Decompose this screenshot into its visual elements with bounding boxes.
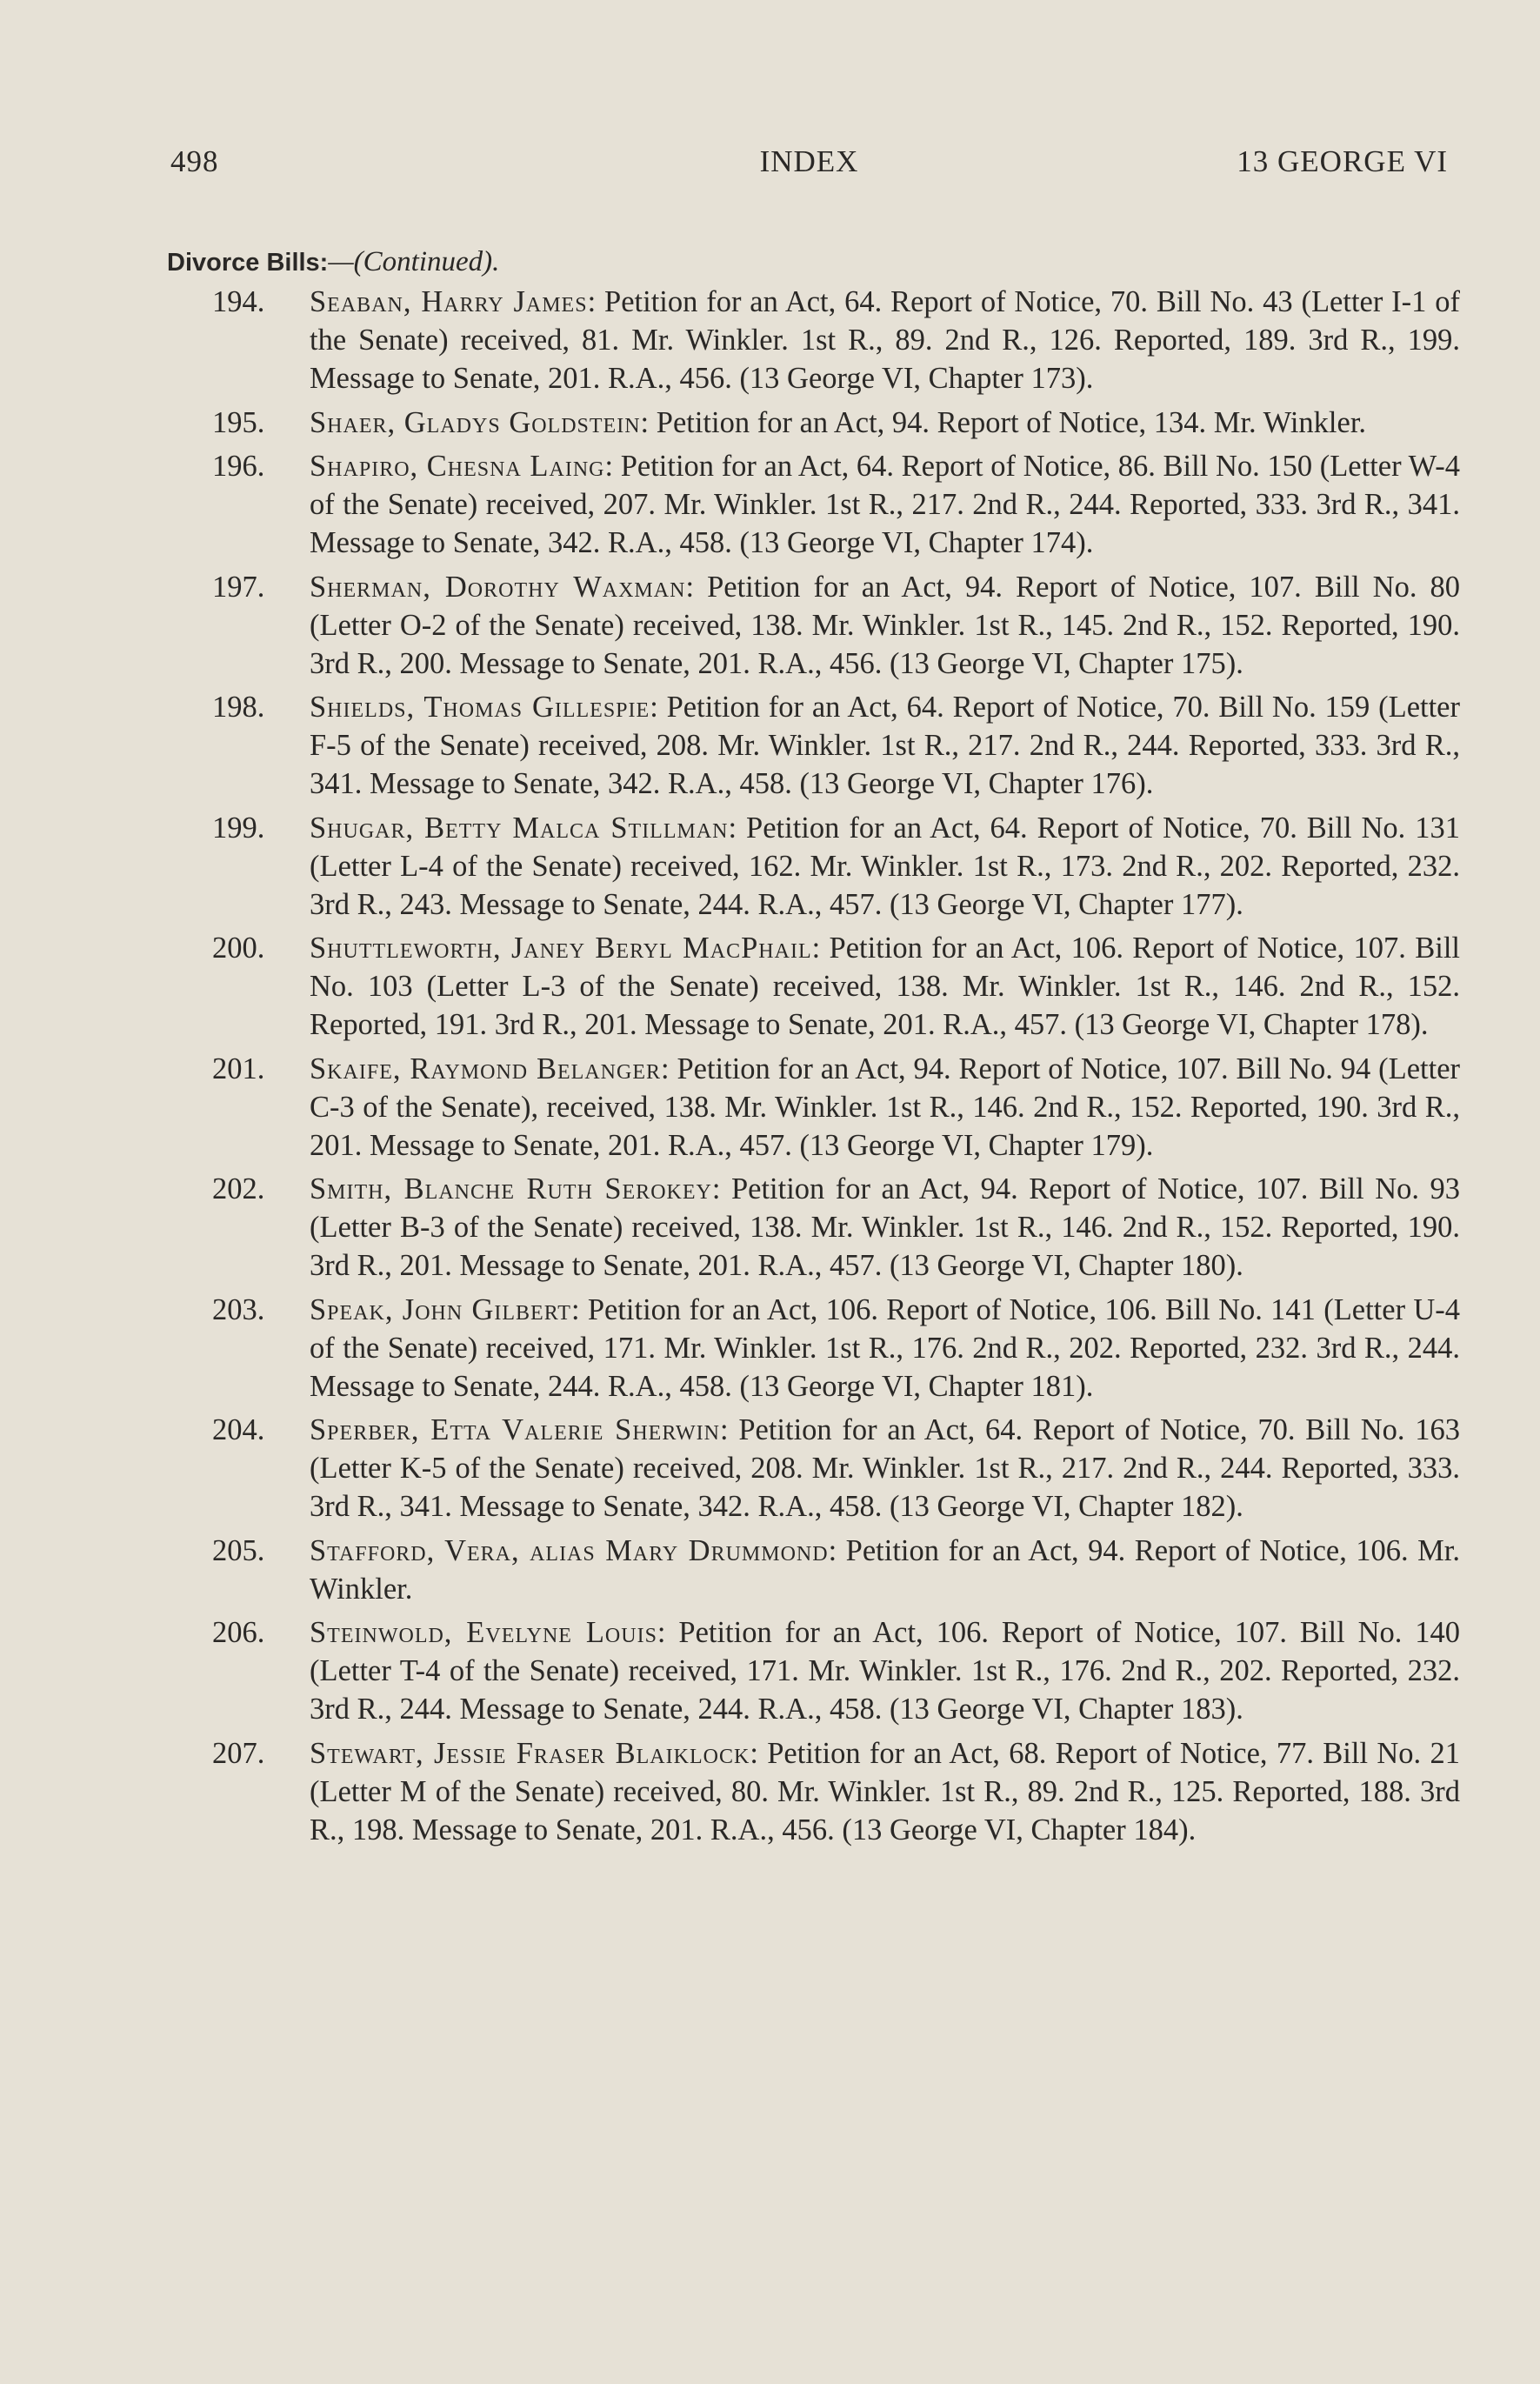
index-entry (212, 1532, 1460, 1608)
entry-text: : Petition for an Act, 64. Report of Notice, 70. Bill No. 43 (Letter I-1 of the Senate) received, 81. Mr. Winkler. 1st R., 89. 2nd R., 126. Reported, 189. 3rd R., 199. Message to Senate, 201. R.A., 456. (13 George VI, Chapter 173). (310, 285, 1461, 395)
index-entry (212, 929, 1460, 1044)
entry-text: : Petition for an Act, 94. Report of Notice, 134. Mr. Winkler. (640, 405, 1367, 439)
entry-text: : Petition for an Act, 106. Report of Notice, 106. Bill No. 141 (Letter U-4 of the Senate) received, 171. Mr. Winkler. 1st R., 176. 2nd R., 202. Reported, 232. 3rd R., 244. Message to Senate, 244. R.A., 458. (13 George VI, Chapter 181). (310, 1292, 1461, 1403)
entry-number: 194. (212, 285, 265, 318)
entry-number: 199. (212, 811, 265, 845)
entry-name: Shugar, Betty Malca Stillman (310, 811, 729, 845)
index-entry (212, 809, 1460, 924)
entry-name: Shaer, Gladys Goldstein (310, 405, 641, 439)
entry-number: 202. (212, 1172, 265, 1205)
entry-number: 205. (212, 1533, 265, 1567)
entry-name: Sherman, Dorothy Waxman (310, 570, 686, 604)
entry-text: : Petition for an Act, 68. Report of Notice, 77. Bill No. 21 (Letter M of the Senate) received, 80. Mr. Winkler. 1st R., 89. 2nd R., 125. Reported, 188. 3rd R., 198. Message to Senate, 201. R.A., 456. (13 George VI, Chapter 184). (310, 1736, 1461, 1846)
page-number: 498 (170, 144, 219, 178)
entry-name: Speak, John Gilbert (310, 1292, 571, 1326)
entry-name: Shields, Thomas Gillespie (310, 691, 650, 724)
index-entry (212, 1613, 1460, 1728)
index-entry (212, 283, 1460, 397)
entry-name: Shuttleworth, Janey Beryl MacPhail (310, 932, 812, 965)
entry-name: Stafford, Vera, alias Mary Drummond (310, 1533, 829, 1567)
entry-text: : Petition for an Act, 94. Report of Notice, 107. Bill No. 93 (Letter B-3 of the Senate) received, 138. Mr. Winkler. 1st R., 146. 2nd R., 152. Reported, 190. 3rd R., 201. Message to Senate, 201. R.A., 457. (13 George VI, Chapter 180). (310, 1172, 1461, 1282)
index-entry (212, 404, 1460, 442)
entry-text: : Petition for an Act, 64. Report of Notice, 70. Bill No. 131 (Letter L-4 of the Senate) received, 162. Mr. Winkler. 1st R., 173. 2nd R., 202. Reported, 232. 3rd R., 243. Message to Senate, 244. R.A., 457. (13 George VI, Chapter 177). (310, 811, 1460, 921)
index-entry (212, 1050, 1460, 1165)
entry-number: 196. (212, 450, 265, 483)
entry-text: : Petition for an Act, 64. Report of Notice, 70. Bill No. 159 (Letter F-5 of the Senate) received, 208. Mr. Winkler. 1st R., 217. 2nd R., 244. Reported, 333. 3rd R., 341. Message to Senate, 342. R.A., 458. (13 George VI, Chapter 176). (310, 691, 1460, 800)
entry-number: 207. (212, 1736, 265, 1770)
entry-text: : Petition for an Act, 106. Report of Notice, 107. Bill No. 103 (Letter L-3 of the Senate) received, 138. Mr. Winkler. 1st R., 146. 2nd R., 152. Reported, 191. 3rd R., 201. Message to Senate, 201. R.A., 457. (13 George VI, Chapter 178). (310, 932, 1460, 1041)
entry-name: Seaban, Harry James (310, 285, 588, 318)
entry-text: : Petition for an Act, 94. Report of Notice, 107. Bill No. 80 (Letter O-2 of the Senate) received, 138. Mr. Winkler. 1st R., 145. 2nd R., 152. Reported, 190. 3rd R., 200. Message to Senate, 201. R.A., 456. (13 George VI, Chapter 175). (310, 570, 1461, 680)
entry-number: 198. (212, 691, 265, 724)
entry-number: 206. (212, 1616, 265, 1649)
entry-number: 203. (212, 1292, 265, 1326)
entry-name: Skaife, Raymond Belanger (310, 1052, 661, 1085)
entry-text: : Petition for an Act, 64. Report of Notice, 70. Bill No. 163 (Letter K-5 of the Senate) received, 208. Mr. Winkler. 1st R., 217. 2nd R., 244. Reported, 333. 3rd R., 341. Message to Senate, 342. R.A., 458. (13 George VI, Chapter 182). (310, 1413, 1460, 1523)
page-title: INDEX (759, 144, 859, 178)
entry-number: 200. (212, 932, 265, 965)
section-continuation: —(Continued). (328, 246, 500, 277)
entry-number: 204. (212, 1413, 265, 1446)
entry-number: 197. (212, 570, 265, 604)
entry-name: Shapiro, Chesna Laing (310, 450, 605, 483)
index-entry (212, 447, 1460, 562)
section-label: Divorce Bills: (167, 249, 329, 277)
entry-name: Stewart, Jessie Fraser Blaiklock (310, 1736, 750, 1770)
entry-name: Sperber, Etta Valerie Sherwin (310, 1413, 720, 1446)
entry-text: : Petition for an Act, 106. Report of Notice, 107. Bill No. 140 (Letter T-4 of the Senate) received, 171. Mr. Winkler. 1st R., 176. 2nd R., 202. Reported, 232. 3rd R., 244. Message to Senate, 244. R.A., 458. (13 George VI, Chapter 183). (310, 1616, 1460, 1726)
entry-number: 195. (212, 405, 265, 439)
entry-number: 201. (212, 1052, 265, 1085)
index-entry (212, 688, 1460, 803)
running-head (170, 144, 1448, 188)
index-entry (212, 1291, 1460, 1406)
index-entry (212, 568, 1460, 683)
regnal-year: 13 GEORGE VI (1237, 144, 1448, 178)
index-entry (212, 1734, 1460, 1849)
entry-name: Steinwold, Evelyne Louis (310, 1616, 657, 1649)
entry-text: : Petition for an Act, 64. Report of Notice, 86. Bill No. 150 (Letter W-4 of the Senate) received, 207. Mr. Winkler. 1st R., 217. 2nd R., 244. Reported, 333. 3rd R., 341. Message to Senate, 342. R.A., 458. (13 George VI, Chapter 174). (310, 450, 1460, 559)
entry-text: : Petition for an Act, 94. Report of Notice, 106. Mr. Winkler. (310, 1533, 1460, 1606)
index-entry (212, 1170, 1460, 1285)
section-heading (167, 246, 499, 278)
entry-name: Smith, Blanche Ruth Serokey (310, 1172, 712, 1205)
index-entry (212, 1411, 1460, 1526)
index-entries (212, 283, 1460, 1854)
entry-text: : Petition for an Act, 94. Report of Notice, 107. Bill No. 94 (Letter C-3 of the Senate), received, 138. Mr. Winkler. 1st R., 146. 2nd R., 152. Reported, 190. 3rd R., 201. Message to Senate, 201. R.A., 457. (13 George VI, Chapter 179). (310, 1052, 1460, 1162)
